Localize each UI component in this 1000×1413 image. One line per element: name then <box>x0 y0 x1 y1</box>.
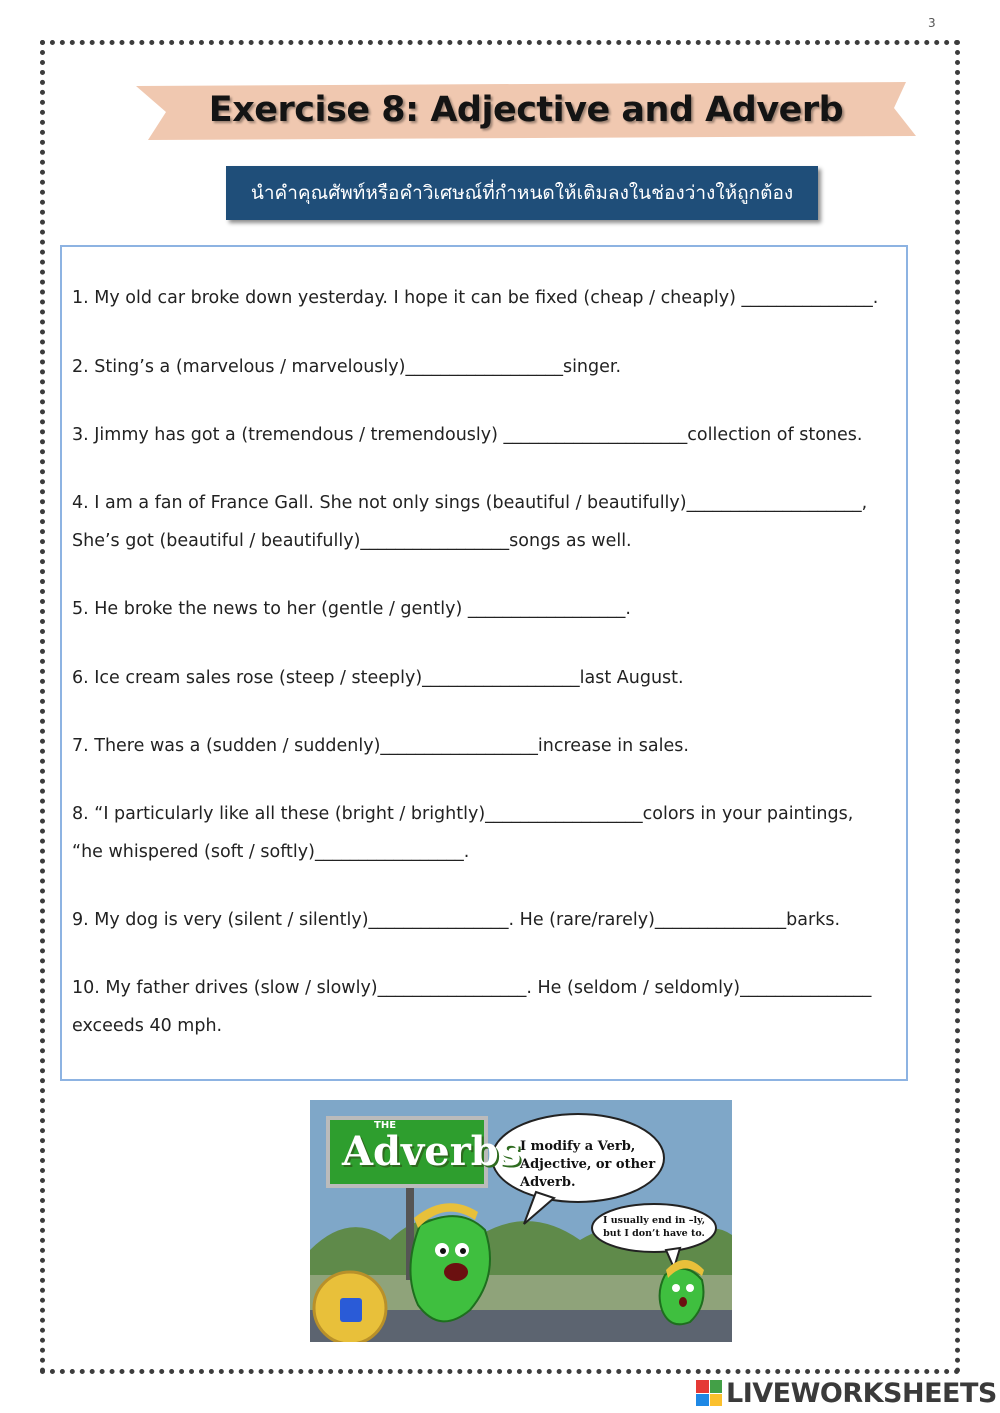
speech-bubble-2: I usually end in –ly, but I don’t have to. <box>602 1215 706 1239</box>
sign-small-text: THE <box>374 1120 397 1131</box>
sign-big-text: Adverbs <box>342 1128 522 1175</box>
question-10: 10. My father drives (slow / slowly)_________________. He (seldom / seldomly)_______________ <box>72 978 872 998</box>
question-10-continued: exceeds 40 mph. <box>72 1016 223 1036</box>
instruction-banner: นำคำคุณศัพท์หรือคำวิเศษณ์ที่กำหนดให้เติมลงในช่องว่างให้ถูกต้อง <box>226 166 818 220</box>
page-title: Exercise 8: Adjective and Adverb <box>208 90 844 130</box>
title-ribbon <box>136 78 916 142</box>
question-5: 5. He broke the news to her (gentle / gently) __________________. <box>72 599 631 619</box>
speech-bubble-1: I modify a Verb, Adjective, or other Adverb. <box>520 1139 656 1190</box>
page-number: 3 <box>928 16 936 30</box>
question-4: 4. I am a fan of France Gall. She not only sings (beautiful / beautifully)____________________, <box>72 493 868 513</box>
question-7: 7. There was a (sudden / suddenly)__________________increase in sales. <box>72 736 689 756</box>
question-4-continued: She’s got (beautiful / beautifully)_________________songs as well. <box>72 531 632 551</box>
question-8: 8. “I particularly like all these (bright / brightly)__________________colors in your paintings, <box>72 804 854 824</box>
question-9: 9. My dog is very (silent / silently)________________. He (rare/rarely)_______________barks. <box>72 910 841 930</box>
question-1: 1. My old car broke down yesterday. I hope it can be fixed (cheap / cheaply) _______________. <box>72 288 879 308</box>
logo-badge-icon <box>696 1380 722 1406</box>
liveworksheets-logo <box>696 1377 997 1409</box>
question-6: 6. Ice cream sales rose (steep / steeply)__________________last August. <box>72 668 684 688</box>
question-2: 2. Sting’s a (marvelous / marvelously)__________________singer. <box>72 357 622 377</box>
question-3: 3. Jimmy has got a (tremendous / tremendously) _____________________collection of stones. <box>72 425 863 445</box>
adverbs-cartoon <box>310 1100 732 1342</box>
logo-text: LIVEWORKSHEETS <box>726 1377 997 1409</box>
question-8-continued: “he whispered (soft / softly)_________________. <box>72 842 470 862</box>
